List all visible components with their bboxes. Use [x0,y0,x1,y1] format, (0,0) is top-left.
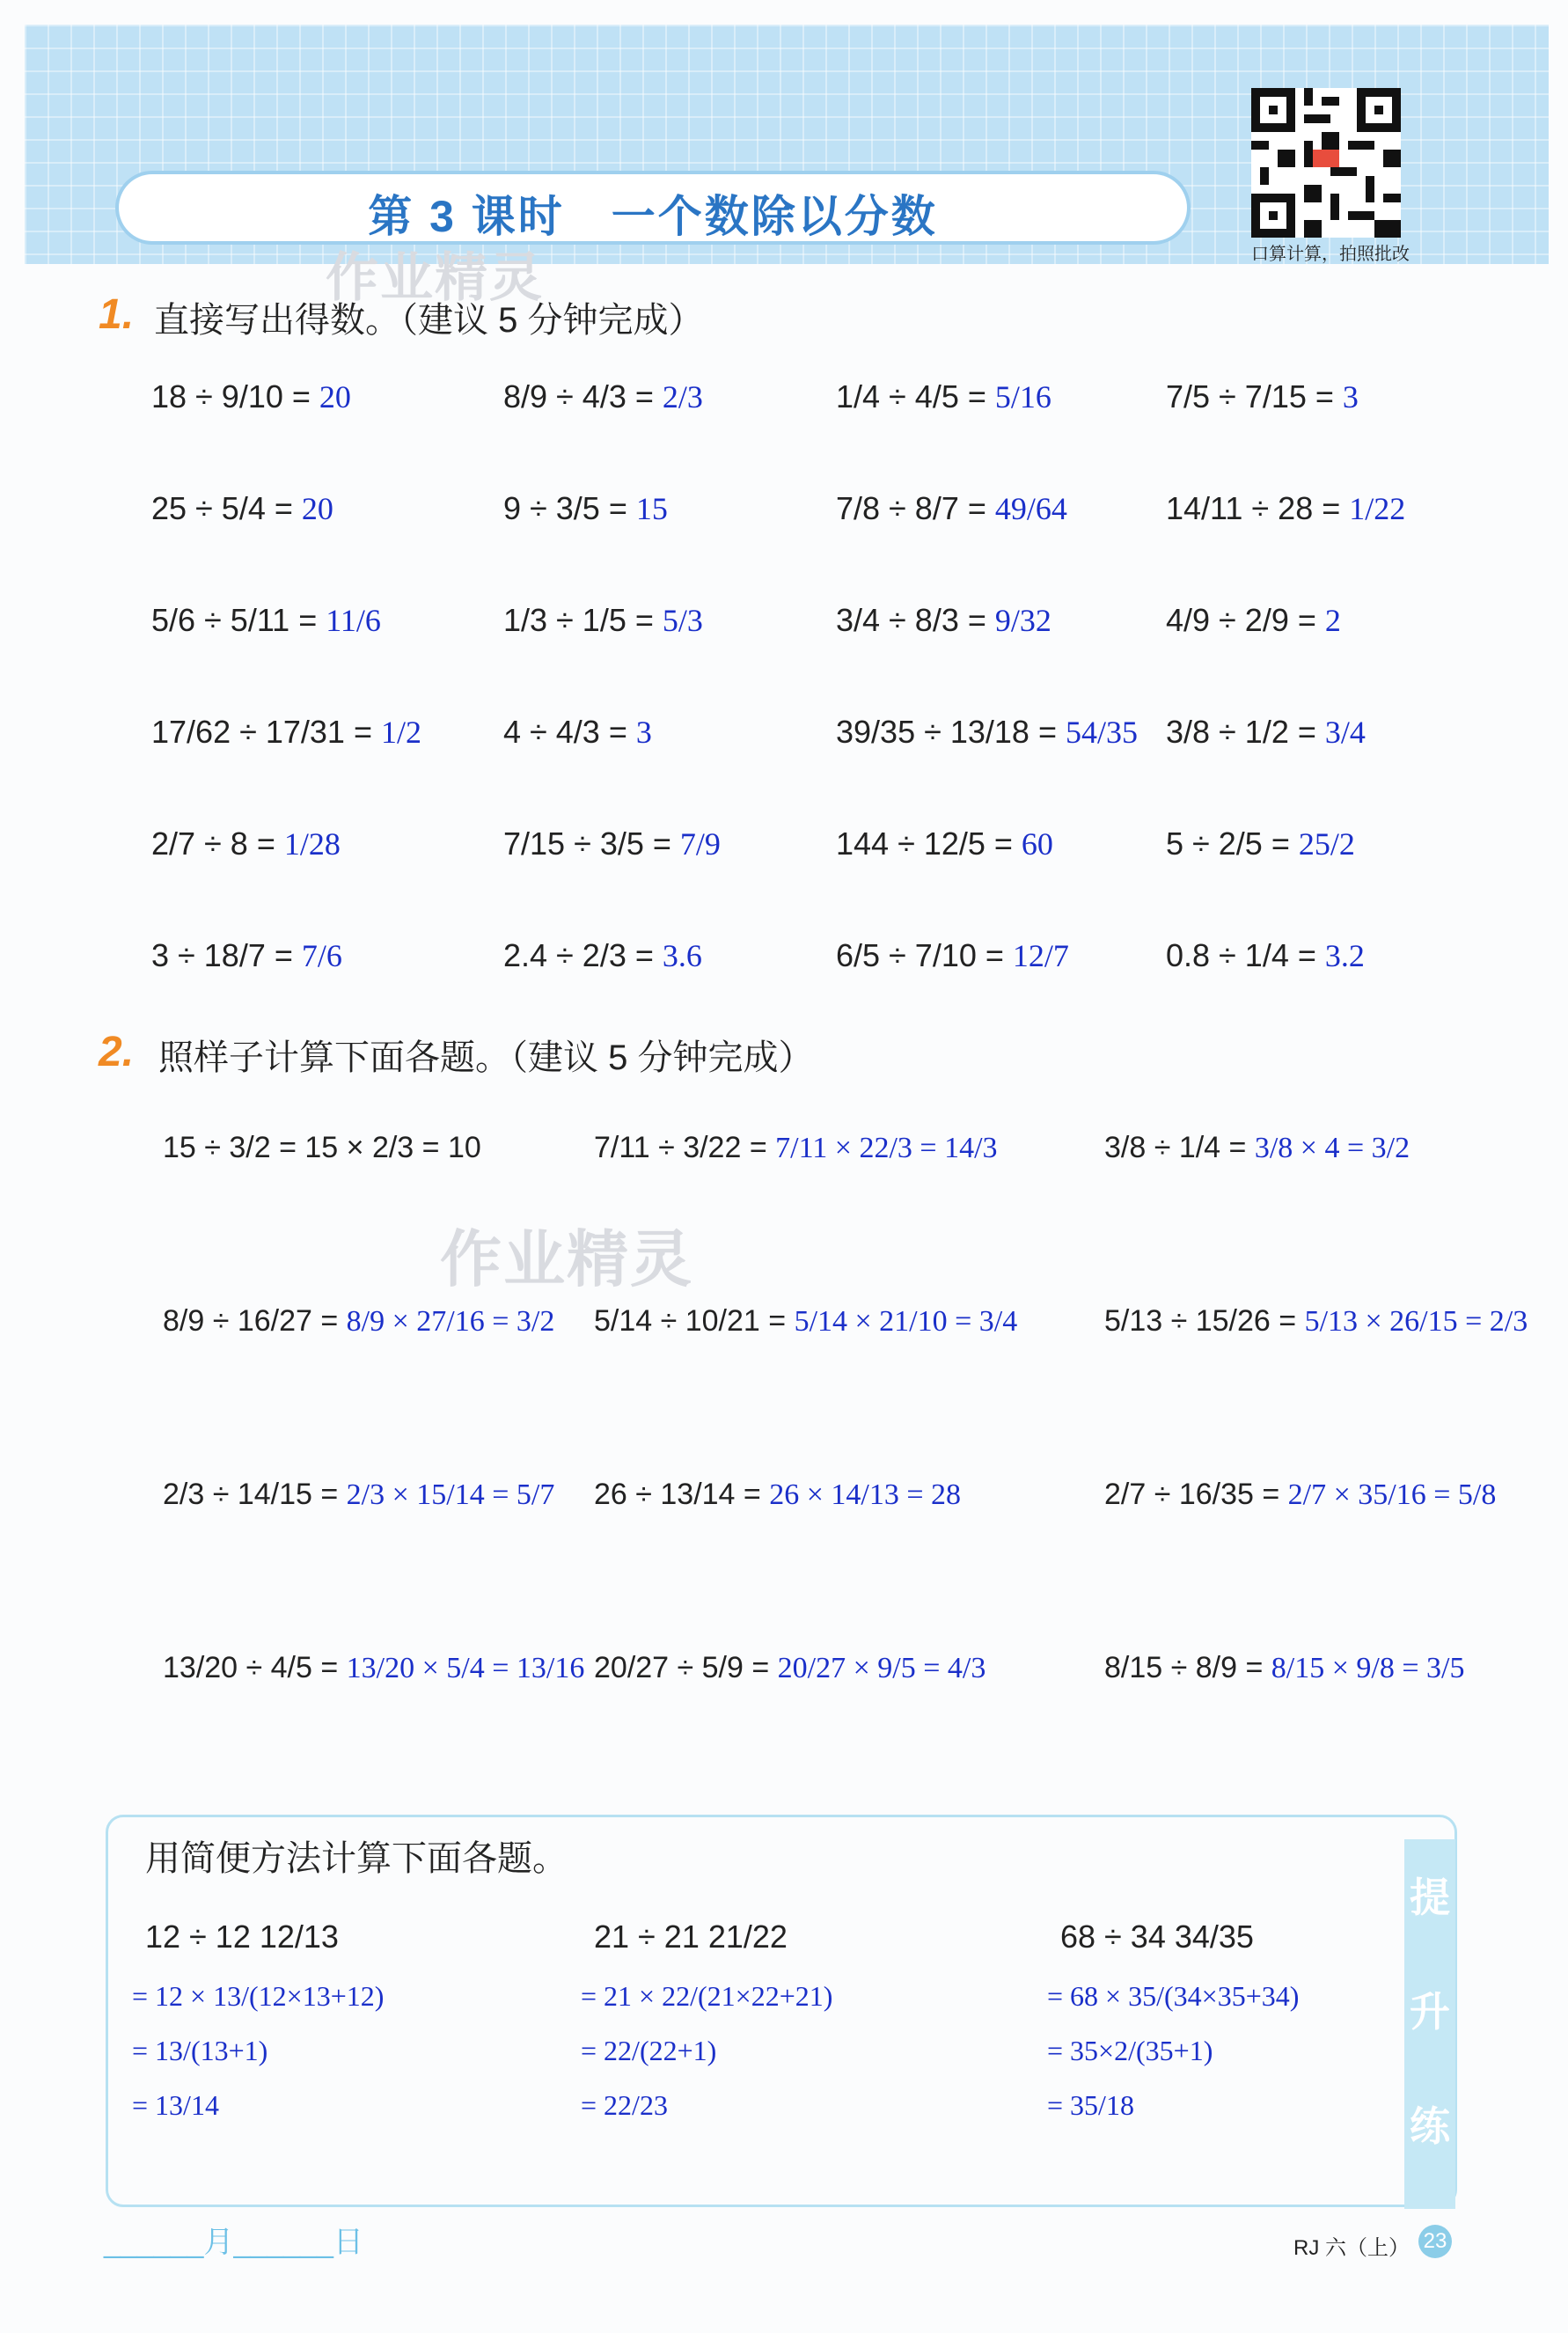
book-label: RJ 六（上） [1293,2236,1410,2260]
extension-title: 用简便方法计算下面各题。 [145,1839,568,1878]
calc-item-5 [151,490,333,527]
question-text: 5/14 ÷ 10/21 = [594,1304,795,1338]
question-text: 2/3 ÷ 14/15 = [163,1478,347,1511]
example-item-7 [163,1478,554,1512]
answer-text: 5/14 × 21/10 = 3/4 [794,1305,1018,1338]
question-text: 144 ÷ 12/5 = [836,825,1022,862]
example-item-2 [594,1131,998,1165]
question-text: 13/20 ÷ 4/5 = [163,1651,347,1684]
question-text: 8/9 ÷ 16/27 = [163,1304,347,1338]
extension-step-2-3: = 22/23 [581,2089,668,2121]
answer-text: 13/20 × 5/4 = 13/16 [346,1652,585,1684]
calc-item-8 [1166,490,1405,527]
page-number: 23 [1418,2225,1452,2258]
calc-item-9 [151,602,381,639]
lesson-title-bar [119,174,1187,241]
example-item-10 [163,1651,584,1685]
answer-text: 1/22 [1349,491,1406,526]
extension-question-2: 21 ÷ 21 21/22 [594,1918,788,1955]
example-item-1 [163,1131,481,1165]
question-text: 4 ÷ 4/3 = [503,714,636,750]
date-field: ______月______日 [104,2226,363,2259]
qr-caption: 口算计算，拍照批改 [1251,245,1410,264]
question-text: 14/11 ÷ 28 = [1166,490,1350,526]
answer-text: 3.2 [1324,938,1365,973]
answer-text: 8/15 × 9/8 = 3/5 [1271,1652,1465,1684]
question-text: 3/8 ÷ 1/4 = [1104,1131,1255,1164]
answer-text: 5/13 × 26/15 = 2/3 [1304,1305,1528,1338]
answer-text: 25/2 [1298,826,1355,862]
section-1-title: 直接写出得数。（建议 5 分钟完成） [154,301,704,340]
question-text: 1/3 ÷ 1/5 = [503,602,663,638]
example-item-9 [1104,1478,1496,1512]
answer-text: 8/9 × 27/16 = 3/2 [346,1305,555,1338]
calc-item-7 [836,490,1067,527]
answer-text: 60 [1021,826,1053,862]
calc-item-11 [836,602,1051,639]
question-text: 4/9 ÷ 2/9 = [1166,602,1325,638]
calc-item-16 [1166,714,1366,751]
extension-step-3-1: = 68 × 35/(34×35+34) [1047,1980,1300,2012]
question-text: 6/5 ÷ 7/10 = [836,937,1013,973]
question-text: 2/7 ÷ 8 = [151,825,284,862]
question-text: 3 ÷ 18/7 = [151,937,302,973]
example-item-6 [1104,1304,1528,1339]
calc-item-17 [151,825,341,862]
calc-item-2 [503,378,703,415]
calc-item-18 [503,825,721,862]
section-1-number: 1. [99,291,135,338]
question-text: 5/13 ÷ 15/26 = [1104,1304,1305,1338]
answer-text: 26 × 14/13 = 28 [769,1478,961,1511]
extension-step-1-3: = 13/14 [132,2089,219,2121]
calc-item-22 [503,937,702,974]
extension-step-3-3: = 35/18 [1047,2089,1134,2121]
question-text: 3/4 ÷ 8/3 = [836,602,995,638]
question-text: 5 ÷ 2/5 = [1166,825,1299,862]
side-tab-char-3: 练 [1410,2103,1450,2149]
answer-text: 9/32 [994,603,1051,638]
question-text: 5/6 ÷ 5/11 = [151,602,326,638]
example-item-3 [1104,1131,1410,1165]
qr-code-icon[interactable] [1251,88,1401,238]
question-text: 7/8 ÷ 8/7 = [836,490,995,526]
answer-text: 2 [1324,603,1341,638]
question-text: 8/9 ÷ 4/3 = [503,378,663,415]
extension-step-1-2: = 13/(13+1) [132,2035,268,2066]
extension-question-1: 12 ÷ 12 12/13 [145,1918,339,1955]
answer-text: 20/27 × 9/5 = 4/3 [777,1652,986,1684]
extension-step-3-2: = 35×2/(35+1) [1047,2035,1213,2066]
extension-step-2-2: = 22/(22+1) [581,2035,717,2066]
calc-item-19 [836,825,1053,862]
calc-item-23 [836,937,1069,974]
calc-item-6 [503,490,668,527]
question-text: 0.8 ÷ 1/4 = [1166,937,1325,973]
question-text: 2/7 ÷ 16/35 = [1104,1478,1288,1511]
answer-text: 5/16 [994,379,1051,415]
answer-text: 3 [635,715,652,750]
calc-item-1 [151,378,351,415]
answer-text: 20 [319,379,351,415]
extension-step-1-1: = 12 × 13/(12×13+12) [132,1980,385,2012]
answer-text: 2/3 [662,379,703,415]
calc-item-24 [1166,937,1365,974]
question-text: 8/15 ÷ 8/9 = [1104,1651,1271,1684]
answer-text: 2/3 × 15/14 = 5/7 [346,1478,555,1511]
calc-item-10 [503,602,703,639]
answer-text: 3 [1342,379,1359,415]
answer-text: 15 [635,491,668,526]
answer-text: 2/7 × 35/16 = 5/8 [1287,1478,1497,1511]
watermark: 作业精灵 [326,248,544,307]
question-text: 20/27 ÷ 5/9 = [594,1651,778,1684]
answer-text: 54/35 [1065,715,1138,750]
watermark-2: 作业精灵 [440,1225,693,1294]
question-text: 1/4 ÷ 4/5 = [836,378,995,415]
question-text: 25 ÷ 5/4 = [151,490,302,526]
question-text: 18 ÷ 9/10 = [151,378,319,415]
question-text: 7/11 ÷ 3/22 = [594,1131,776,1164]
extension-step-2-1: = 21 × 22/(21×22+21) [581,1980,833,2012]
answer-text: 20 [301,491,333,526]
calc-item-3 [836,378,1051,415]
section-2-title: 照样子计算下面各题。（建议 5 分钟完成） [158,1038,814,1077]
question-text: 2.4 ÷ 2/3 = [503,937,663,973]
example-item-5 [594,1304,1017,1339]
calc-item-15 [836,714,1138,751]
question-text: 26 ÷ 13/14 = [594,1478,770,1511]
question-text: 7/15 ÷ 3/5 = [503,825,680,862]
example-item-8 [594,1478,961,1512]
answer-text: 7/9 [679,826,721,862]
calc-item-14 [503,714,652,751]
example-item-11 [594,1651,985,1685]
question-text: 17/62 ÷ 17/31 = [151,714,381,750]
answer-text: 11/6 [326,603,381,638]
question-text: 9 ÷ 3/5 = [503,490,636,526]
section-2-number: 2. [99,1029,135,1075]
calc-item-21 [151,937,342,974]
side-tab-char-1: 提 [1410,1874,1450,1920]
answer-text: 3.6 [662,938,702,973]
lesson-title: 第 3 课时 一个数除以分数 [368,192,938,241]
answer-text: 3/8 × 4 = 3/2 [1254,1132,1410,1164]
answer-text: 1/2 [380,715,421,750]
answer-text: 1/28 [283,826,341,862]
example-item-4 [163,1304,554,1339]
calc-item-12 [1166,602,1341,639]
calc-item-20 [1166,825,1355,862]
answer-text: 5/3 [662,603,703,638]
side-tab-char-2: 升 [1410,1989,1450,2035]
question-text: 3/8 ÷ 1/2 = [1166,714,1325,750]
calc-item-4 [1166,378,1359,415]
question-text: 39/35 ÷ 13/18 = [836,714,1066,750]
question-text: 15 ÷ 3/2 = 15 × 2/3 = 10 [163,1131,481,1164]
question-text: 7/5 ÷ 7/15 = [1166,378,1343,415]
side-tab [1404,1839,1455,2209]
answer-text: 49/64 [994,491,1067,526]
answer-text: 3/4 [1324,715,1366,750]
extension-question-3: 68 ÷ 34 34/35 [1060,1918,1254,1955]
answer-text: 7/11 × 22/3 = 14/3 [775,1132,998,1164]
example-item-12 [1104,1651,1464,1685]
answer-text: 7/6 [301,938,342,973]
answer-text: 12/7 [1012,938,1069,973]
calc-item-13 [151,714,421,751]
